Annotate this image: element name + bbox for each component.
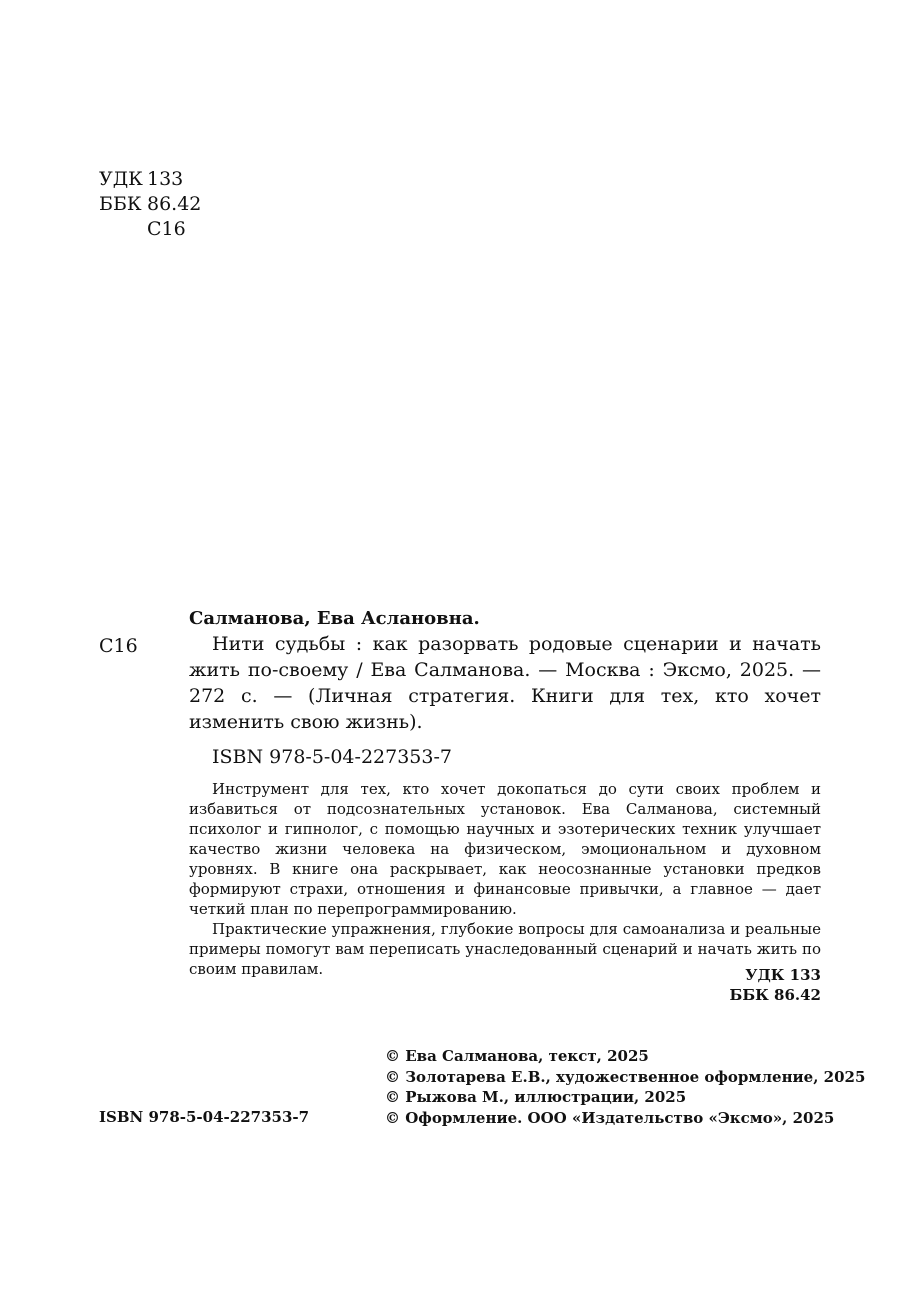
copyright-line: © Ева Салманова, текст, 2025 bbox=[385, 1047, 649, 1065]
copyright-block bbox=[385, 1046, 865, 1128]
bbk-label: ББК bbox=[99, 193, 142, 215]
udk-label: УДК bbox=[99, 168, 143, 190]
annotation bbox=[189, 779, 821, 979]
bbk-right: ББК 86.42 bbox=[729, 986, 821, 1004]
isbn-main: ISBN 978-5-04-227353-7 bbox=[212, 746, 452, 768]
udk-right: УДК 133 bbox=[745, 966, 821, 984]
udk-row bbox=[99, 167, 201, 192]
author-heading: Салманова, Ева Аслановна. bbox=[189, 608, 480, 629]
isbn-bottom: ISBN 978-5-04-227353-7 bbox=[99, 1108, 310, 1126]
author-code-row bbox=[99, 217, 201, 242]
udk-value: 133 bbox=[147, 168, 184, 190]
left-author-code: С16 bbox=[99, 635, 138, 657]
annotation-paragraph-1: Инструмент для тех, кто хочет докопаться до сути своих проблем и избавиться от подсознательных установок. Ева Салманова, системный психолог и гипнолог, с помощью научных и эзотерических техник улучшает качество жизни человека на физическом, эмоциональном и духовном уровнях. В книге она раскрывает, как неосознанные установки предков формируют страхи, отношения и финансовые привычки, а главное — дает четкий план по перепрограммированию. bbox=[189, 780, 821, 918]
top-classification-block bbox=[99, 167, 201, 242]
copyright-line: © Оформление. ООО «Издательство «Эксмо», 2025 bbox=[385, 1108, 835, 1127]
bbk-row bbox=[99, 192, 201, 217]
copyright-line: © Рыжова М., иллюстрации, 2025 bbox=[385, 1088, 687, 1106]
copyright-line: © Золотарева Е.В., художественное оформление, 2025 bbox=[385, 1067, 866, 1086]
author-code: С16 bbox=[147, 218, 186, 240]
annotation-paragraph-2: Практические упражнения, глубокие вопросы для самоанализа и реальные примеры помогут вам переписать унаследованный сценарий и начать жить по своим правилам. bbox=[189, 920, 821, 978]
bbk-value: 86.42 bbox=[147, 193, 202, 215]
classification-right bbox=[621, 965, 821, 1005]
bibliographic-description: Нити судьбы : как разорвать родовые сценарии и начать жить по-своему / Ева Салманова. — Москва : Эксмо, 2025. — 272 с. — (Личная стратегия. Книги для тех, кто хочет изменить свою жизнь). bbox=[189, 633, 821, 733]
